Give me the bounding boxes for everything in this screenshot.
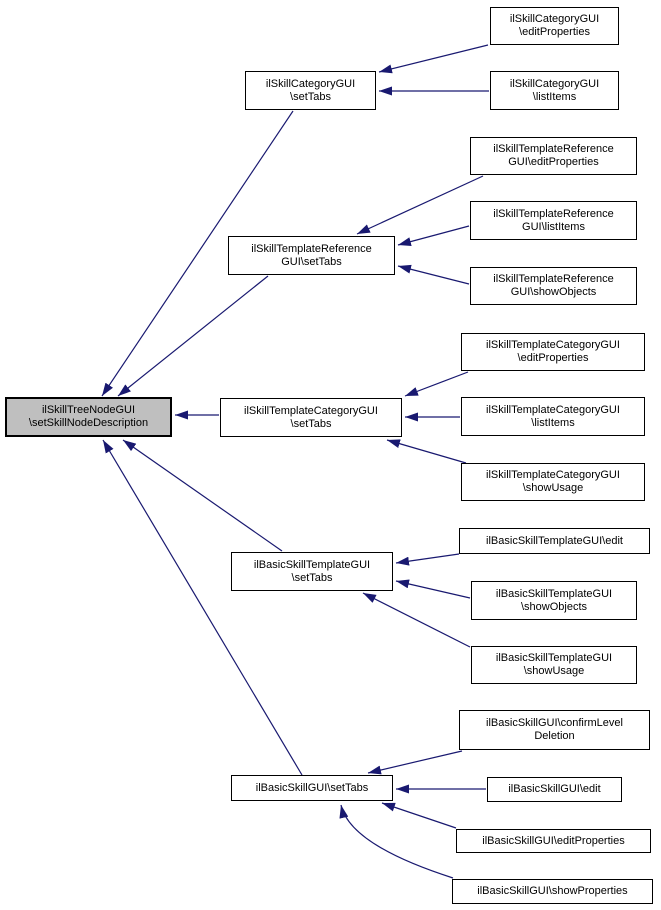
edge-basic-skill-template-gui-edit-to-basic-skill-template-gui-set-tabs (396, 554, 459, 563)
node-label-line: ilBasicSkillGUI\edit (508, 783, 601, 795)
node-label-line: ilSkillCategoryGUI (265, 77, 356, 90)
node-label-line: ilBasicSkillTemplateGUI (253, 558, 371, 571)
node-label-line: \listItems (532, 90, 577, 103)
node-basic-skill-gui-confirm-level-deletion[interactable] (459, 710, 650, 750)
edge-skill-template-category-gui-edit-properties-to-skill-template-category-gui-set-tabs (405, 372, 468, 396)
node-label-line: ilSkillTemplateCategoryGUI (244, 404, 378, 417)
node-label-line: Deletion (534, 730, 575, 742)
node-label-line: ilSkillTemplateReference (493, 273, 614, 285)
node-label-line: \showUsage (522, 482, 584, 494)
node-label-line: \editProperties (517, 352, 589, 364)
node-label-line: \setTabs (290, 90, 331, 103)
node-label-line: ilSkillTemplateReference (493, 207, 614, 220)
edge-skill-category-gui-edit-properties-to-skill-category-gui-set-tabs (379, 45, 488, 72)
node-skill-template-category-gui-list-items[interactable] (461, 397, 645, 436)
node-basic-skill-gui-edit-properties[interactable] (456, 829, 651, 853)
edge-basic-skill-template-gui-set-tabs-to-skill-tree-node-gui-set-skill-node-description (123, 440, 282, 551)
edge-skill-template-reference-gui-edit-properties-to-skill-template-reference-gui-set-tabs (357, 176, 483, 234)
node-skill-template-reference-gui-list-items[interactable] (470, 201, 637, 240)
node-skill-template-category-gui-set-tabs[interactable] (220, 398, 402, 437)
node-basic-skill-gui-edit[interactable] (487, 777, 622, 802)
node-skill-category-gui-list-items[interactable] (490, 71, 619, 110)
node-label-line: ilBasicSkillGUI\confirmLevel (486, 717, 623, 729)
node-label-line: ilSkillTreeNodeGUI (41, 404, 136, 416)
edge-basic-skill-gui-confirm-level-deletion-to-basic-skill-gui-set-tabs (368, 751, 462, 773)
node-label-line: ilSkillCategoryGUI (509, 77, 600, 90)
node-skill-tree-node-gui-set-skill-node-description (5, 397, 172, 437)
node-label-line: \showUsage (523, 665, 585, 677)
node-label-line: ilBasicSkillGUI\setTabs (255, 781, 369, 794)
node-label-line: GUI\showObjects (510, 286, 597, 298)
node-label-line: ilSkillTemplateReference (493, 143, 614, 155)
node-skill-template-category-gui-edit-properties[interactable] (461, 333, 645, 371)
node-label-line: ilSkillTemplateCategoryGUI (486, 339, 620, 351)
edge-basic-skill-gui-show-properties-to-basic-skill-gui-set-tabs (341, 805, 453, 878)
edge-skill-template-reference-gui-show-objects-to-skill-template-reference-gui-set-tabs (398, 266, 469, 284)
node-label-line: \listItems (531, 416, 575, 429)
node-label-line: \showObjects (520, 600, 588, 613)
edge-skill-template-category-gui-show-usage-to-skill-template-category-gui-set-tabs (387, 440, 466, 463)
node-label-line: ilBasicSkillTemplateGUI\edit (486, 534, 623, 547)
node-skill-template-reference-gui-edit-properties[interactable] (470, 137, 637, 175)
node-basic-skill-template-gui-edit[interactable] (459, 528, 650, 554)
node-skill-category-gui-set-tabs[interactable] (245, 71, 376, 110)
node-label-line: ilBasicSkillTemplateGUI (495, 587, 613, 600)
node-label-line: \setTabs (290, 417, 332, 430)
node-basic-skill-template-gui-show-objects[interactable] (471, 581, 637, 620)
node-label-line: \setSkillNodeDescription (28, 417, 149, 429)
node-basic-skill-template-gui-set-tabs[interactable] (231, 552, 393, 591)
node-label-line: ilSkillTemplateCategoryGUI (486, 469, 620, 481)
node-basic-skill-gui-show-properties[interactable] (452, 879, 653, 904)
node-label-line: GUI\setTabs (281, 255, 342, 268)
node-basic-skill-gui-set-tabs[interactable] (231, 775, 393, 801)
node-basic-skill-template-gui-show-usage[interactable] (471, 646, 637, 684)
node-label-line: ilBasicSkillGUI\showProperties (477, 885, 628, 897)
node-skill-template-reference-gui-show-objects[interactable] (470, 267, 637, 305)
edge-basic-skill-template-gui-show-objects-to-basic-skill-template-gui-set-tabs (396, 581, 470, 598)
node-skill-template-category-gui-show-usage[interactable] (461, 463, 645, 501)
node-label-line: ilSkillCategoryGUI (509, 13, 600, 25)
node-label-line: ilSkillTemplateReference (251, 242, 372, 255)
edge-basic-skill-template-gui-show-usage-to-basic-skill-template-gui-set-tabs (363, 593, 470, 647)
edge-skill-template-reference-gui-set-tabs-to-skill-tree-node-gui-set-skill-node-description (118, 276, 268, 396)
node-label-line: \editProperties (519, 26, 590, 38)
node-label-line: ilBasicSkillTemplateGUI (495, 652, 613, 664)
edge-basic-skill-gui-edit-properties-to-basic-skill-gui-set-tabs (382, 803, 456, 828)
node-label-line: GUI\listItems (522, 220, 585, 233)
node-label-line: ilSkillTemplateCategoryGUI (486, 403, 620, 416)
edge-basic-skill-gui-set-tabs-to-skill-tree-node-gui-set-skill-node-description (103, 440, 302, 775)
node-label-line: GUI\editProperties (508, 156, 599, 168)
node-skill-category-gui-edit-properties[interactable] (490, 7, 619, 45)
node-skill-template-reference-gui-set-tabs[interactable] (228, 236, 395, 275)
node-label-line: \setTabs (291, 571, 333, 584)
edge-skill-template-reference-gui-list-items-to-skill-template-reference-gui-set-tabs (398, 226, 469, 245)
node-label-line: ilBasicSkillGUI\editProperties (482, 834, 625, 847)
